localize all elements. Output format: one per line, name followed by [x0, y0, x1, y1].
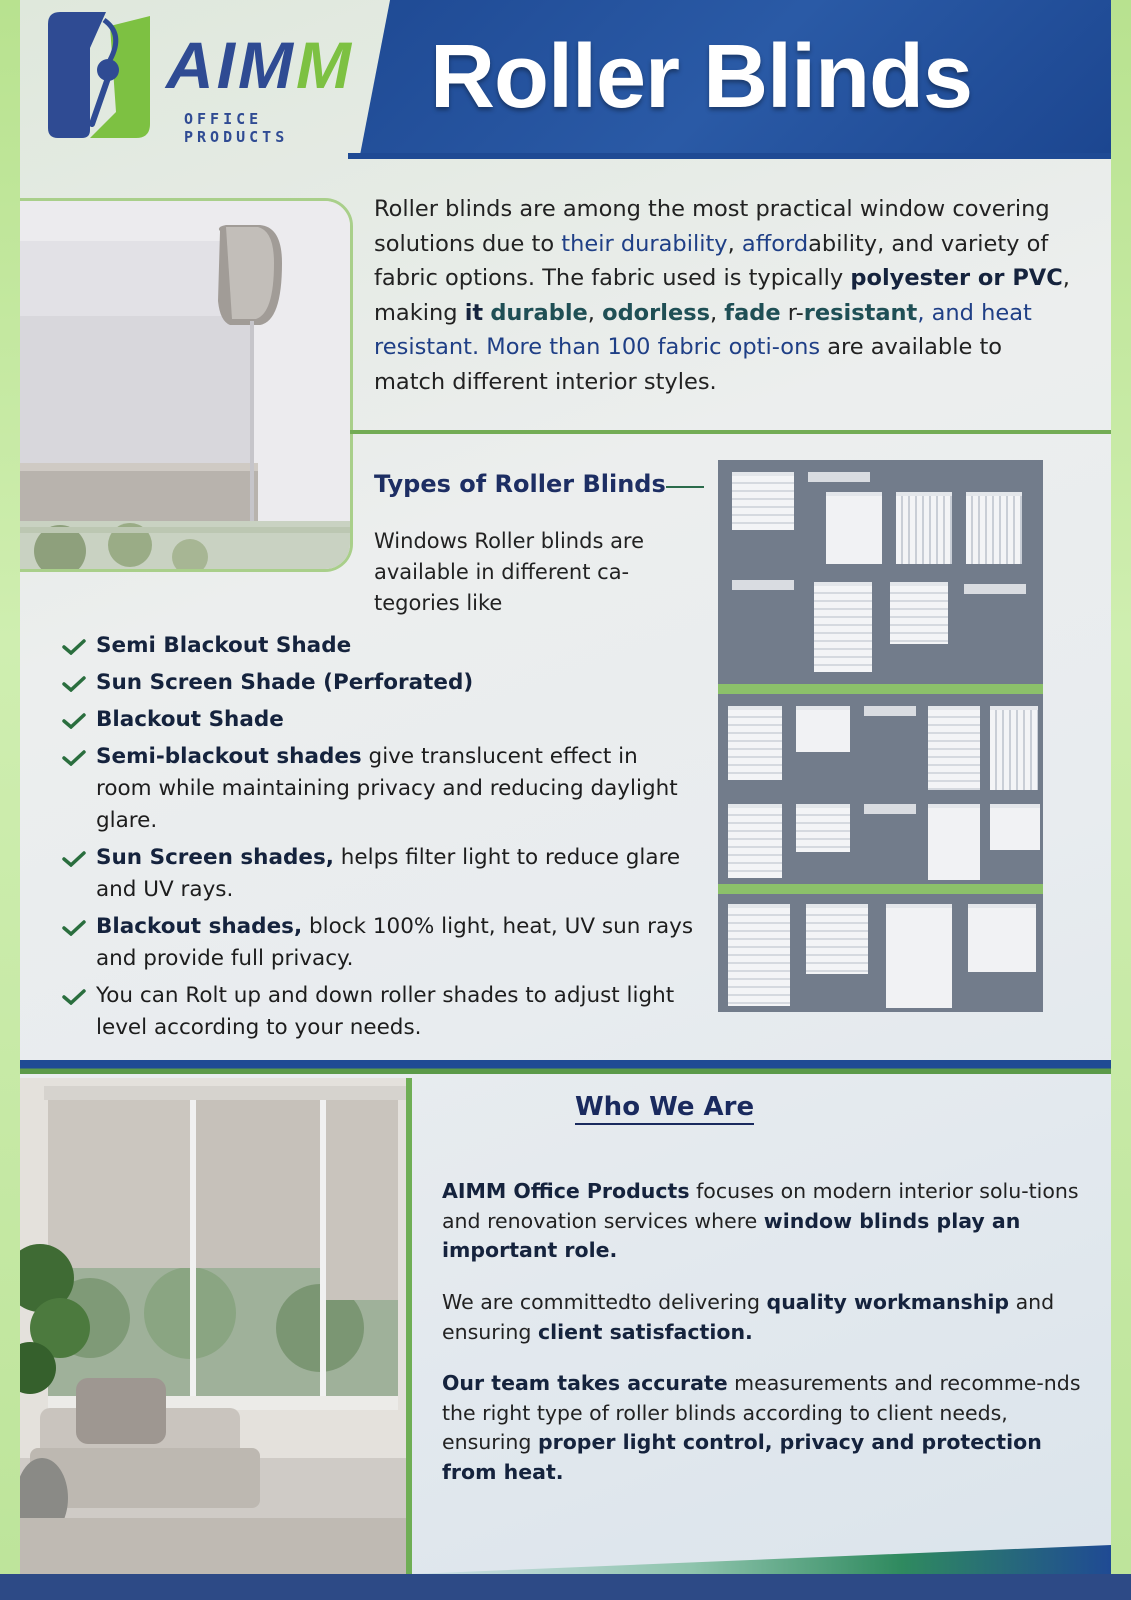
blind-sample: [728, 804, 782, 878]
brand-logo: [46, 12, 366, 146]
roller-blind-photo: [20, 198, 353, 572]
blind-types-catalog: [718, 460, 1043, 1012]
section-divider: [20, 1060, 1111, 1074]
who-we-are-heading: Who We Are: [575, 1092, 754, 1125]
intro-highlight-durable: durable: [490, 299, 588, 326]
intro-text: ,: [727, 230, 742, 257]
list-item: [60, 704, 700, 736]
bullet-text: block 100% light, heat, UV sun rays and provide full privacy.: [96, 914, 694, 971]
who-bold: client satisfaction.: [537, 1319, 753, 1344]
types-bullet-list: [60, 630, 700, 1049]
bullet-strong: Semi-blackout shades: [96, 744, 362, 769]
checkmark-icon: [62, 676, 86, 692]
blind-sample: [886, 904, 952, 1008]
intro-text: ,: [709, 299, 725, 326]
footer-band: [0, 1574, 1131, 1600]
blind-sample: [808, 472, 870, 482]
who-bold: window blinds play an important role.: [442, 1208, 1021, 1262]
blind-sample: [814, 582, 872, 672]
page-title: Roller Blinds: [430, 27, 973, 127]
blind-sample: [796, 706, 850, 752]
intro-highlight-afford: afford: [741, 230, 809, 257]
who-bold: proper light control, privacy and protection from heat.: [442, 1430, 1042, 1484]
bullet-strong: Blackout shades,: [96, 914, 303, 939]
bullet-text: helps filter light to reduce glare and UV rays.: [96, 845, 681, 902]
blind-sample: [728, 904, 790, 1006]
checkmark-icon: [62, 639, 86, 655]
blind-sample: [896, 492, 952, 564]
intro-bold-material: polyester or PVC: [850, 265, 1063, 291]
checkmark-icon: [62, 713, 86, 729]
who-text: measurements and recomme-nds the right type of roller blinds according to client needs, ensuring: [442, 1371, 1081, 1454]
blind-sample: [732, 580, 794, 590]
blind-sample: [990, 804, 1040, 850]
decorative-wave: [412, 1545, 1111, 1574]
brand-name: [166, 28, 354, 102]
brand-name-main: AIM: [166, 28, 296, 102]
blind-sample: [968, 904, 1036, 972]
intro-text: ability, and variety of fabric options. The fabric used is typically: [374, 230, 1049, 291]
checkmark-icon: [62, 989, 86, 1005]
who-text: focuses on modern interior solu-tions and renovation services where: [442, 1179, 1079, 1233]
bullet-strong: Sun Screen shades,: [96, 845, 334, 870]
blind-sample: [728, 706, 782, 780]
intro-highlight-ons: ons: [780, 334, 821, 360]
bullet-text: You can Rolt up and down roller shades to adjust light level according to your needs.: [96, 983, 675, 1040]
intro-paragraph: [374, 192, 1074, 399]
intro-highlight-heat: , and heat resistant: [374, 299, 1032, 360]
who-text: We are committedto delivering: [442, 1290, 767, 1314]
intro-highlight-odorless: odorless: [602, 299, 710, 326]
list-item: [60, 630, 700, 662]
brand-tagline: OFFICE PRODUCTS: [184, 110, 289, 146]
catalog-divider: [718, 684, 1043, 694]
blind-sample: [826, 492, 882, 564]
blind-sample: [732, 472, 794, 530]
title-banner-underline: [348, 153, 1111, 159]
types-intro: Windows Roller blinds are available in different ca-tegories like: [374, 529, 645, 615]
living-room-photo: [20, 1078, 406, 1574]
types-heading: Types of Roller Blinds: [374, 470, 666, 498]
list-item: [60, 911, 700, 975]
intro-text: ,: [587, 299, 603, 326]
who-paragraph-2: [442, 1288, 1102, 1347]
bullet-strong: Semi Blackout Shade: [96, 633, 352, 658]
blind-sample: [796, 804, 850, 852]
roller-blind-illustration: [20, 201, 350, 569]
blind-sample: [966, 492, 1022, 564]
who-paragraph-1: [442, 1177, 1102, 1266]
blind-sample: [864, 706, 916, 716]
list-item: [60, 741, 700, 837]
who-bold: Our team takes accurate: [442, 1371, 728, 1395]
section-divider: [350, 430, 1111, 434]
types-heading-rule: [666, 486, 704, 488]
bullet-strong: Sun Screen Shade (Perforated): [96, 670, 474, 695]
intro-highlight-fade: fade: [724, 299, 781, 326]
brand-name-accent: M: [295, 28, 354, 102]
list-item: [60, 667, 700, 699]
living-room-illustration: [20, 1078, 406, 1574]
intro-highlight-options: . More than 100 fabric opti-: [472, 334, 781, 360]
checkmark-icon: [62, 750, 86, 766]
intro-highlight-resistant: resistant: [803, 299, 918, 326]
list-item: [60, 842, 700, 906]
blind-sample: [928, 804, 980, 880]
blind-sample: [964, 584, 1026, 594]
blind-sample: [990, 706, 1038, 790]
flyer: [20, 0, 1111, 1574]
who-paragraph-3: [442, 1369, 1102, 1487]
blind-sample: [806, 904, 868, 974]
who-bold: AIMM Office Products: [442, 1179, 690, 1203]
list-item: [60, 980, 700, 1044]
intro-text: r-: [780, 299, 804, 326]
who-text: and ensuring: [442, 1290, 1055, 1344]
checkmark-icon: [62, 920, 86, 936]
bullet-strong: Blackout Shade: [96, 707, 284, 732]
blind-sample: [928, 706, 980, 790]
logo-mark-icon: [46, 12, 154, 140]
intro-highlight-durability: their durability: [561, 230, 728, 257]
blind-sample: [864, 804, 916, 814]
who-bold: quality workmanship: [766, 1290, 1010, 1314]
bullet-text: give translucent effect in room while maintaining privacy and reducing daylight glare.: [96, 744, 678, 833]
catalog-divider: [718, 884, 1043, 894]
intro-text: Roller blinds are among the most practical window covering solutions due to: [374, 196, 1050, 257]
section-divider: [406, 1078, 412, 1574]
intro-text: , making: [374, 265, 1070, 326]
checkmark-icon: [62, 851, 86, 867]
intro-text: are available to match different interior styles.: [374, 334, 1003, 395]
blind-sample: [890, 582, 948, 644]
intro-bold-it: it: [464, 299, 484, 326]
